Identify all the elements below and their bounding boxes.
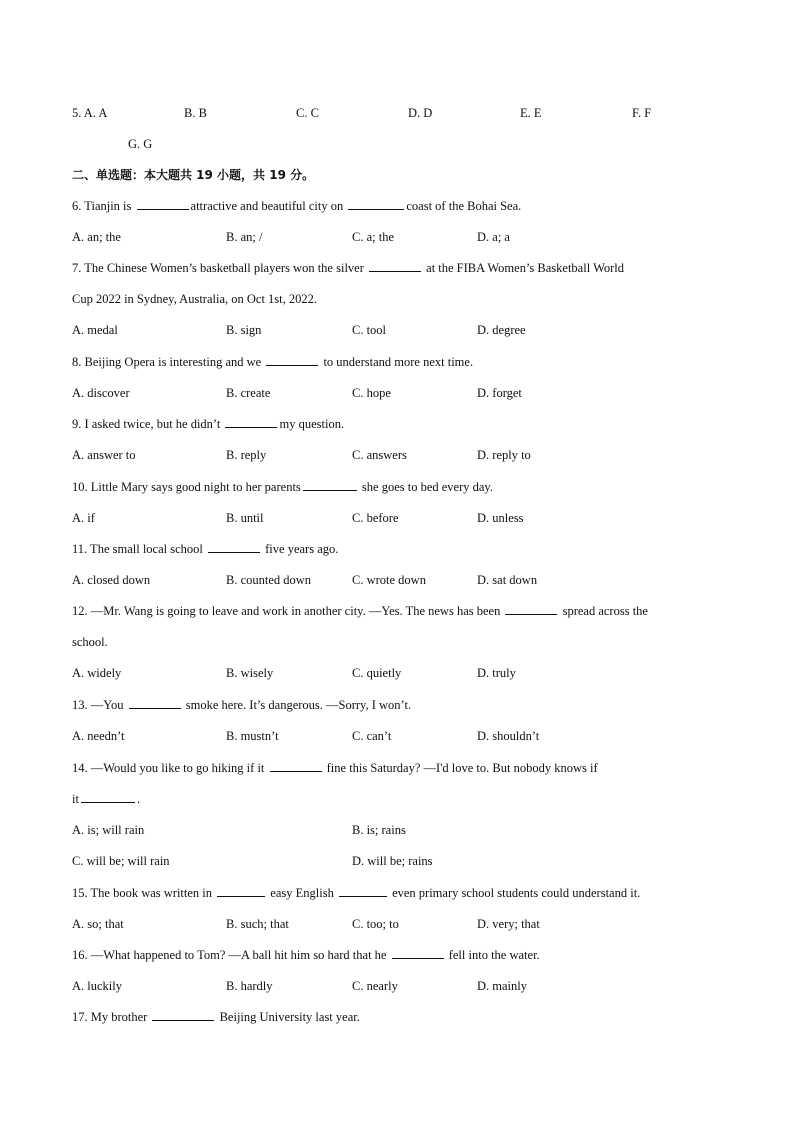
q10-text-1: 10. Little Mary says good night to her parents: [72, 480, 301, 494]
q6-text-2: attractive and beautiful city on: [190, 199, 347, 213]
question-11: [72, 541, 338, 557]
q15-text-2: easy English: [267, 886, 337, 900]
q5-option-d: D. D: [408, 106, 433, 120]
answer-blank: [369, 260, 421, 272]
option-c: C. before: [352, 511, 399, 525]
q15-text-3: even primary school students could understand it.: [388, 886, 641, 900]
option-c: C. a; the: [352, 230, 395, 244]
option-d: D. forget: [477, 386, 522, 400]
option-b: B. sign: [226, 323, 262, 337]
answer-blank: [339, 885, 387, 897]
q13-text-1: 13. —You: [72, 698, 127, 712]
q17-text-1: 17. My brother: [72, 1010, 151, 1024]
option-d: D. degree: [477, 323, 526, 337]
q5-option-a: 5. A. A: [72, 106, 108, 120]
option-c: C. answers: [352, 448, 407, 462]
option-b: B. create: [226, 386, 271, 400]
option-a: A. answer to: [72, 448, 136, 462]
q5-option-c: C. C: [296, 106, 319, 120]
q12-text-1: 12. —Mr. Wang is going to leave and work in another city. —Yes. The news has been: [72, 604, 504, 618]
option-d: D. a; a: [477, 230, 510, 244]
q9-text-1: 9. I asked twice, but he didn’t: [72, 417, 224, 431]
q7-text-2: at the FIBA Women’s Basketball World: [423, 261, 624, 275]
q17-text-2: Beijing University last year.: [216, 1010, 360, 1024]
q10-text-2: she goes to bed every day.: [358, 480, 493, 494]
question-7: [72, 260, 624, 276]
answer-blank: [348, 198, 404, 210]
q5-option-g: G. G: [128, 137, 153, 151]
option-a: A. discover: [72, 386, 130, 400]
question-17: [72, 1009, 360, 1025]
question-14: [72, 760, 598, 776]
option-b: B. until: [226, 511, 264, 525]
option-a: A. if: [72, 511, 95, 525]
answer-blank: [303, 479, 357, 491]
q11-text-2: five years ago.: [262, 542, 339, 556]
q5-option-e: E. E: [520, 106, 542, 120]
q14-text-2: fine this Saturday? —I'd love to. But nobody knows if: [323, 761, 598, 775]
option-b: B. hardly: [226, 979, 273, 993]
option-a: A. closed down: [72, 573, 151, 587]
option-a: A. medal: [72, 323, 118, 337]
answer-blank: [392, 947, 444, 959]
option-b: B. wisely: [226, 666, 274, 680]
option-a: A. an; the: [72, 230, 121, 244]
q14-line-2: [72, 791, 140, 807]
q8-text-1: 8. Beijing Opera is interesting and we: [72, 355, 265, 369]
answer-blank: [217, 885, 265, 897]
q14-line2-text-2: .: [136, 792, 141, 806]
q15-text-1: 15. The book was written in: [72, 886, 216, 900]
option-d: D. truly: [477, 666, 516, 680]
answer-blank: [137, 198, 189, 210]
option-d: D. mainly: [477, 979, 527, 993]
q6-text-1: 6. Tianjin is: [72, 199, 135, 213]
option-d: D. reply to: [477, 448, 531, 462]
option-d: D. unless: [477, 511, 524, 525]
option-b: B. such; that: [226, 917, 289, 931]
answer-blank: [270, 760, 322, 772]
option-a: A. needn’t: [72, 729, 125, 743]
q7-line-2: Cup 2022 in Sydney, Australia, on Oct 1st, 2022.: [72, 292, 318, 306]
q14-text-1: 14. —Would you like to go hiking if it: [72, 761, 268, 775]
option-d: D. shouldn’t: [477, 729, 540, 743]
option-b: B. an; /: [226, 230, 263, 244]
option-c: C. can’t: [352, 729, 392, 743]
answer-blank: [81, 791, 135, 803]
q12-line-2: school.: [72, 635, 108, 649]
option-d: D. sat down: [477, 573, 538, 587]
option-a: A. luckily: [72, 979, 122, 993]
question-6: [72, 198, 521, 214]
question-15: [72, 885, 640, 901]
question-8: [72, 354, 473, 370]
question-12: [72, 603, 648, 619]
question-16: [72, 947, 540, 963]
section-heading: 二、单选题：本大题共 19 小题，共 19 分。: [72, 168, 315, 182]
question-10: [72, 479, 493, 495]
option-b: B. reply: [226, 448, 267, 462]
option-c: C. quietly: [352, 666, 402, 680]
q6-text-3: coast of the Bohai Sea.: [406, 199, 522, 213]
option-a: A. so; that: [72, 917, 124, 931]
question-13: [72, 697, 411, 713]
q9-text-2: my question.: [279, 417, 345, 431]
answer-blank: [208, 541, 260, 553]
option-b: B. mustn’t: [226, 729, 279, 743]
option-b: B. counted down: [226, 573, 312, 587]
option-b: B. is; rains: [352, 823, 406, 837]
option-a: A. widely: [72, 666, 122, 680]
answer-blank: [129, 697, 181, 709]
answer-blank: [505, 603, 557, 615]
q14-line2-text-1: it: [72, 792, 79, 806]
option-c: C. tool: [352, 323, 387, 337]
answer-blank: [225, 416, 277, 428]
q5-option-f: F. F: [632, 106, 652, 120]
answer-blank: [266, 354, 318, 366]
q13-text-2: smoke here. It’s dangerous. —Sorry, I won’t.: [182, 698, 412, 712]
q16-text-1: 16. —What happened to Tom? —A ball hit him so hard that he: [72, 948, 390, 962]
option-d: D. very; that: [477, 917, 540, 931]
option-c: C. nearly: [352, 979, 398, 993]
q16-text-2: fell into the water.: [445, 948, 540, 962]
question-9: [72, 416, 344, 432]
option-a: A. is; will rain: [72, 823, 145, 837]
q12-text-2: spread across the: [559, 604, 648, 618]
option-d: D. will be; rains: [352, 854, 433, 868]
option-c: C. will be; will rain: [72, 854, 170, 868]
q8-text-2: to understand more next time.: [320, 355, 474, 369]
option-c: C. wrote down: [352, 573, 426, 587]
answer-blank: [152, 1009, 214, 1021]
option-c: C. hope: [352, 386, 391, 400]
q7-text-1: 7. The Chinese Women’s basketball players won the silver: [72, 261, 368, 275]
option-c: C. too; to: [352, 917, 399, 931]
q11-text-1: 11. The small local school: [72, 542, 207, 556]
q5-option-b: B. B: [184, 106, 207, 120]
